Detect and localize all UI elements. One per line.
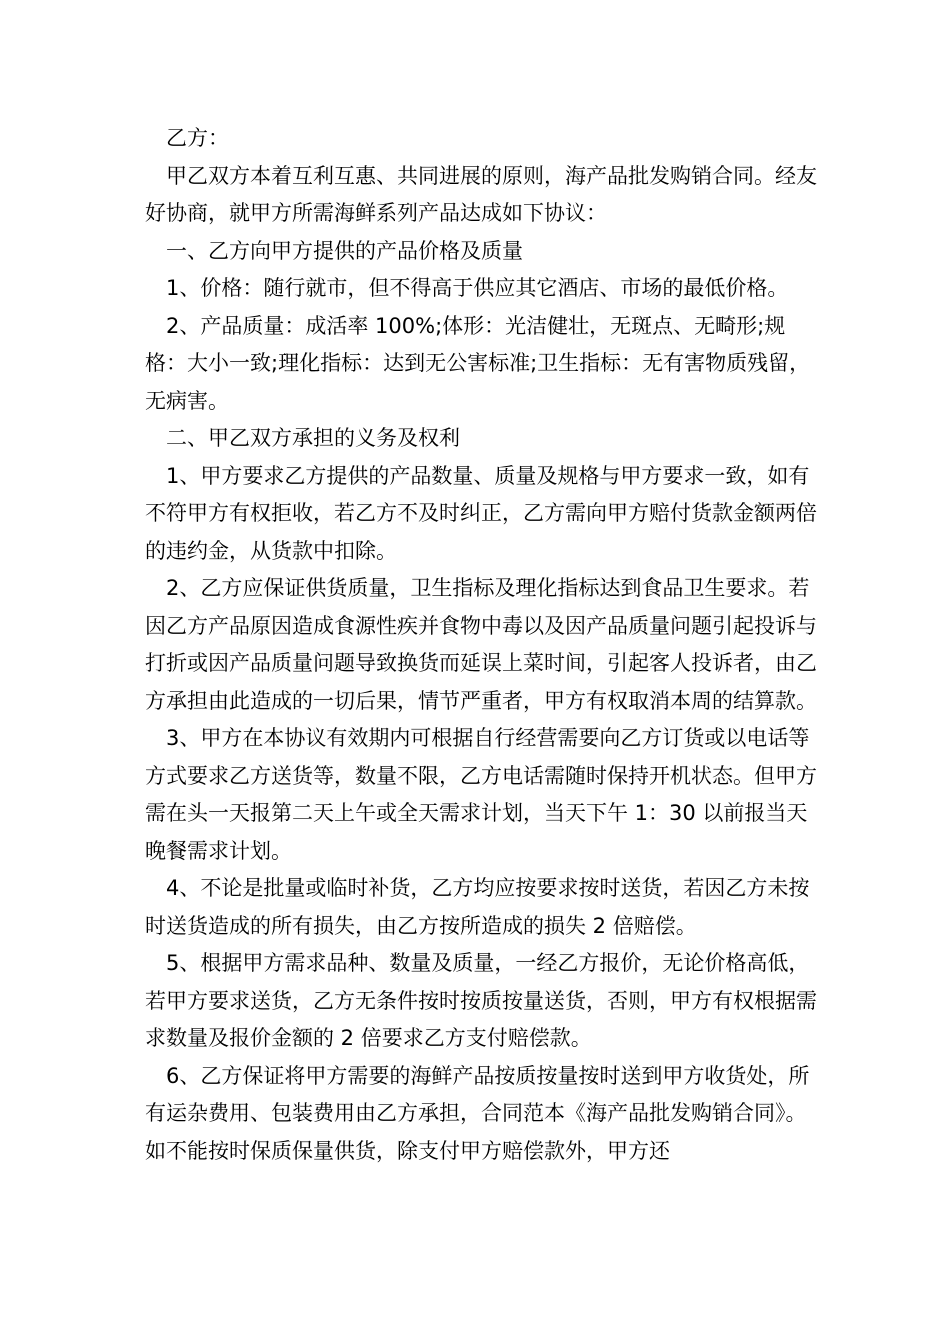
section-2-item-5: 5、根据甲方需求品种、数量及质量，一经乙方报价，无论价格高低，若甲方要求送货，乙方无条件按时按质按量送货，否则，甲方有权根据需求数量及报价金额的 2 倍要求乙方支付赔偿款。 bbox=[145, 951, 817, 1050]
section-2-item-4: 4、不论是批量或临时补货，乙方均应按要求按时送货，若因乙方未按时送货造成的所有损失，由乙方按所造成的损失 2 倍赔偿。 bbox=[145, 876, 810, 938]
section-2-item-6: 6、乙方保证将甲方需要的海鲜产品按质按量按时送到甲方收货处，所有运杂费用、包装费用由乙方承担，合同范本《海产品批发购销合同》。如不能按时保质保量供货，除支付甲方赔偿款外，甲方还 bbox=[145, 1063, 810, 1163]
document-body bbox=[145, 120, 825, 1170]
section-2-item-3: 3、甲方在本协议有效期内可根据自行经营需要向乙方订货或以电话等方式要求乙方送货等，数量不限，乙方电话需随时保持开机状态。但甲方需在头一天报第二天上午或全天需求计划，当天下午 1：30 以前报当天晚餐需求计划。 bbox=[145, 726, 817, 863]
intro-paragraph: 甲乙双方本着互利互惠、共同进展的原则，海产品批发购销合同。经友好协商，就甲方所需海鲜系列产品达成如下协议： bbox=[145, 163, 817, 225]
section-1-heading: 一、乙方向甲方提供的产品价格及质量 bbox=[166, 238, 523, 263]
section-1-item-2: 2、产品质量：成活率 100%;体形：光洁健壮，无斑点、无畸形;规格：大小一致;理化指标：达到无公害标准;卫生指标：无有害物质残留，无病害。 bbox=[145, 313, 811, 413]
section-2-heading: 二、甲乙双方承担的义务及权利 bbox=[166, 426, 460, 450]
section-2-item-1: 1、甲方要求乙方提供的产品数量、质量及规格与甲方要求一致，如有不符甲方有权拒收，若乙方不及时纠正，乙方需向甲方赔付货款金额两倍的违约金，从货款中扣除。 bbox=[145, 463, 817, 563]
section-2-item-2: 2、乙方应保证供货质量，卫生指标及理化指标达到食品卫生要求。若因乙方产品原因造成食源性疾并食物中毒以及因产品质量问题引起投诉与打折或因产品质量问题导致换货而延误上菜时间，引起客人投诉者，由乙方承担由此造成的一切后果，情节严重者，甲方有权取消本周的结算款。 bbox=[145, 576, 817, 713]
party-b-label: 乙方： bbox=[166, 126, 229, 150]
section-1-item-1: 1、价格：随行就市，但不得高于供应其它酒店、市场的最低价格。 bbox=[166, 276, 789, 300]
